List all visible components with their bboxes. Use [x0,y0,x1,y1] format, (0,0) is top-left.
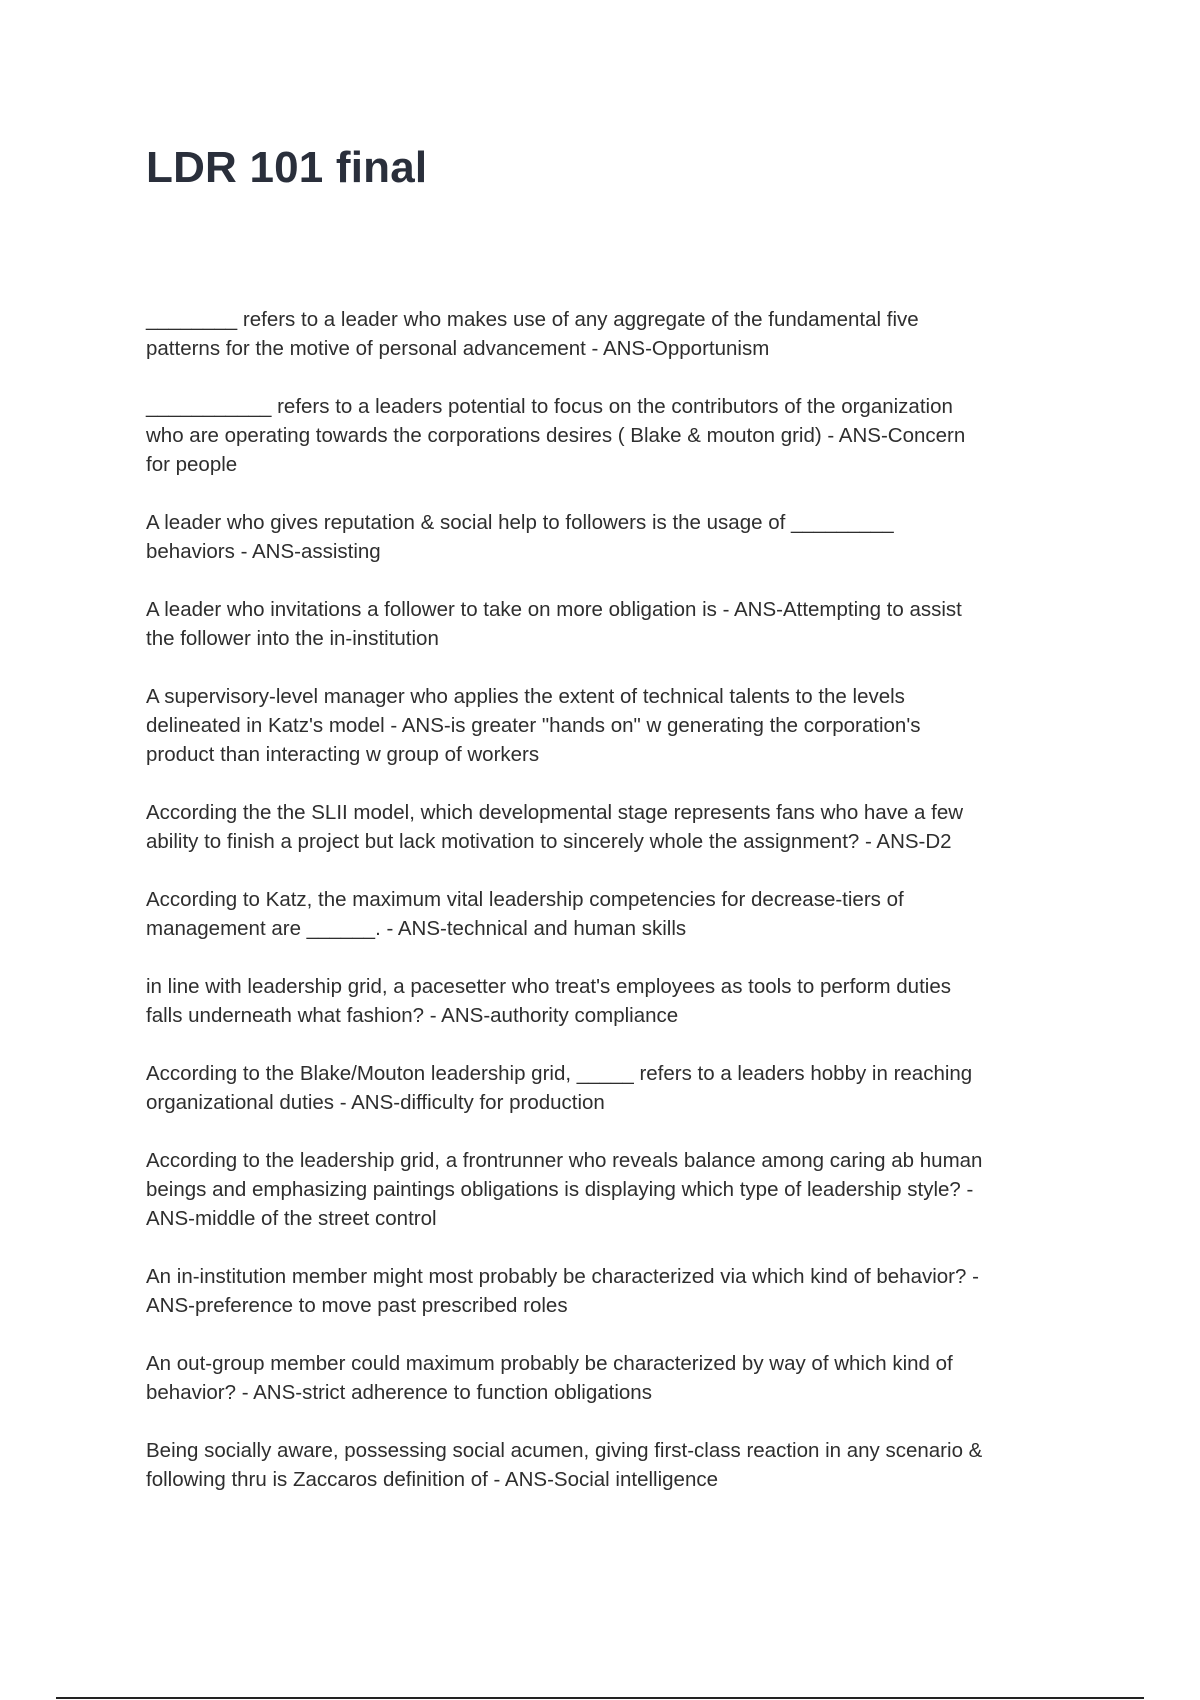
qa-item: A supervisory-level manager who applies the extent of technical talents to the levels delineated in Katz's model - ANS-is greater "hands on" w generating the corporation's product than interacting w group of workers [146,685,921,766]
qa-item: An out-group member could maximum probably be characterized by way of which kind of behavior? - ANS-strict adherence to function obligations [146,1352,953,1404]
qa-item: According the the SLII model, which developmental stage represents fans who have a few ability to finish a project but lack motivation to sincerely whole the assignment? - ANS-D2 [146,801,964,853]
qa-item: An in-institution member might most probably be characterized via which kind of behavior? - ANS-preference to move past prescribed roles [146,1265,979,1317]
qa-item: According to the leadership grid, a frontrunner who reveals balance among caring ab human beings and emphasizing paintings obligations is displaying which type of leadership style? - ANS-middle of the street control [146,1149,983,1230]
qa-item: A leader who invitations a follower to take on more obligation is - ANS-Attempting to assist the follower into the in-institution [146,598,962,650]
qa-item: According to the Blake/Mouton leadership grid, _____ refers to a leaders hobby in reaching organizational duties - ANS-difficulty for production [146,1062,973,1114]
page-title: LDR 101 final [146,143,428,192]
question-list [146,305,1064,1523]
footer-divider [56,1697,1144,1699]
qa-item: ________ refers to a leader who makes use of any aggregate of the fundamental five patterns for the motive of personal advancement - ANS-Opportunism [146,308,919,360]
qa-item: Being socially aware, possessing social acumen, giving first-class reaction in any scenario & following thru is Zaccaros definition of - ANS-Social intelligence [146,1439,983,1491]
qa-item: in line with leadership grid, a pacesetter who treat's employees as tools to perform duties falls underneath what fashion? - ANS-authority compliance [146,975,951,1027]
qa-item: A leader who gives reputation & social help to followers is the usage of _________ behaviors - ANS-assisting [146,511,894,563]
qa-item: According to Katz, the maximum vital leadership competencies for decrease-tiers of management are ______. - ANS-technical and human skills [146,888,904,940]
qa-item: ___________ refers to a leaders potential to focus on the contributors of the organization who are operating towards the corporations desires ( Blake & mouton grid) - ANS-Concern for people [146,395,966,476]
